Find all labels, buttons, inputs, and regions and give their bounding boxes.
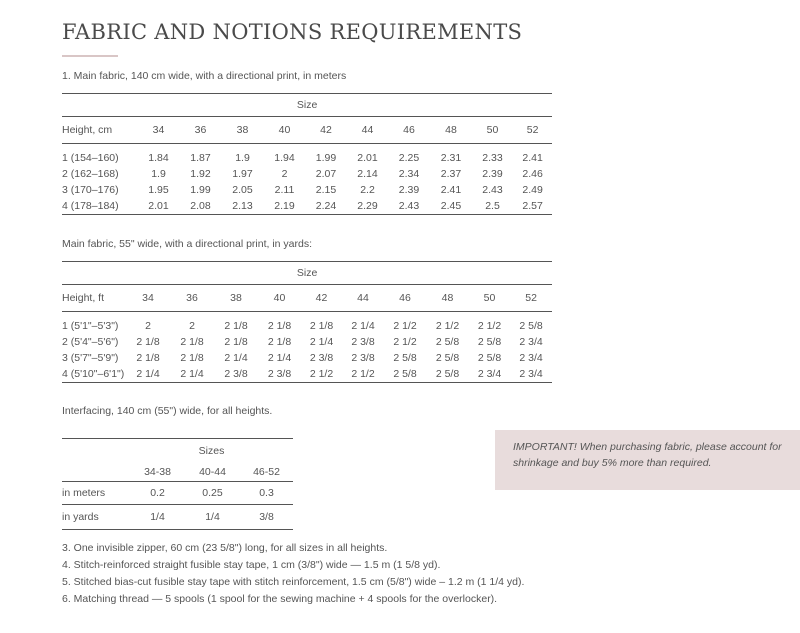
- cell: 2.41: [522, 152, 543, 164]
- cell: 2.33: [482, 152, 503, 164]
- cell: 2.57: [513, 198, 552, 215]
- cell: 2: [189, 320, 195, 332]
- size-label: Size: [62, 262, 552, 285]
- cell: 1.9: [151, 168, 166, 180]
- table-row: [62, 505, 293, 530]
- row-label: 3 (5'7"–5'9"): [62, 352, 119, 364]
- cell: 2.39: [398, 184, 420, 196]
- sizes-header-row: [62, 439, 293, 464]
- cell: 2: [281, 168, 288, 180]
- list-item: 6. Matching thread — 5 spools (1 spool for the sewing machine + 4 spools for the overlocker).: [62, 593, 498, 605]
- size-col: 46: [388, 117, 430, 144]
- cell: 2 3/8: [258, 366, 301, 383]
- cell: 0.25: [185, 482, 240, 505]
- cell: 2.5: [472, 198, 513, 215]
- cell: 2.15: [315, 184, 337, 196]
- cell: 2 1/8: [224, 320, 248, 332]
- cell: 1.97: [232, 168, 253, 180]
- size-col: 38: [214, 285, 258, 312]
- size-header-row: [62, 94, 552, 117]
- size-range: 40-44: [199, 466, 226, 478]
- row-label: 3 (170–176): [62, 184, 119, 196]
- cell: 1.92: [190, 168, 211, 180]
- size-range: 46-52: [253, 466, 280, 478]
- cell: 2.46: [522, 168, 543, 180]
- cell: 2 1/4: [126, 366, 170, 383]
- cell: 2 5/8: [477, 336, 502, 348]
- height-header-row: [62, 285, 552, 312]
- cell: 2.08: [180, 198, 221, 215]
- list-item: 4. Stitch-reinforced straight fusible stay tape, 1 cm (3/8") wide — 1.5 m (1 5/8 yd).: [62, 559, 441, 571]
- size-col: 46: [384, 285, 426, 312]
- cell: 2 3/4: [519, 352, 543, 364]
- cell: 0.2: [130, 482, 185, 505]
- cell: 2 3/8: [309, 352, 334, 364]
- size-col: 44: [342, 285, 384, 312]
- cell: 2 1/2: [342, 366, 384, 383]
- row-label: 2 (5'4"–5'6"): [62, 336, 119, 348]
- cell: 2 1/4: [170, 366, 214, 383]
- size-col: 50: [472, 117, 513, 144]
- size-col: 42: [301, 285, 342, 312]
- cell: 2.25: [398, 152, 420, 164]
- cell: 2 1/8: [267, 320, 292, 332]
- cell: 2 5/8: [435, 352, 460, 364]
- cell: 2.24: [305, 198, 347, 215]
- cell: 2.45: [430, 198, 472, 215]
- cell: 2.41: [440, 184, 462, 196]
- size-range: 34-38: [144, 466, 171, 478]
- cell: 2 1/8: [180, 336, 204, 348]
- cell: 2.37: [440, 168, 462, 180]
- row-label: in meters: [62, 482, 130, 505]
- table-row: [62, 166, 552, 182]
- cell: 1.9: [235, 152, 250, 164]
- table-row: [62, 366, 552, 383]
- size-col: 38: [221, 117, 264, 144]
- cell: 2.2: [360, 184, 375, 196]
- cell: 2 3/8: [351, 336, 375, 348]
- cell: 2.01: [357, 152, 378, 164]
- cell: 2 3/4: [469, 366, 510, 383]
- cell: 2 5/8: [384, 366, 426, 383]
- cell: 2 5/8: [519, 320, 543, 332]
- cell: 2 3/4: [510, 366, 552, 383]
- cell: 2.43: [388, 198, 430, 215]
- cell: 2 1/2: [301, 366, 342, 383]
- section3-caption: Interfacing, 140 cm (55") wide, for all heights.: [62, 405, 273, 417]
- cell: 2 1/8: [309, 320, 334, 332]
- size-col: 40: [258, 285, 301, 312]
- height-header: Height, cm: [62, 117, 137, 144]
- important-notice: [495, 430, 800, 490]
- cell: 2 5/8: [426, 366, 469, 383]
- table-row: [62, 482, 293, 505]
- height-header: Height, ft: [62, 285, 126, 312]
- meters-table: [62, 93, 552, 215]
- cell: 2.14: [357, 168, 378, 180]
- size-header-row: [62, 262, 552, 285]
- cell: 2 1/4: [224, 352, 248, 364]
- cell: 2 3/4: [519, 336, 543, 348]
- cell: 1.87: [190, 152, 211, 164]
- size-col: 48: [430, 117, 472, 144]
- size-col: 36: [170, 285, 214, 312]
- list-item: 5. Stitched bias-cut fusible stay tape with stitch reinforcement, 1.5 cm (5/8") wide – 1.2 m (1 1/4 yd).: [62, 576, 525, 588]
- title-underline: [62, 55, 118, 57]
- row-label: 2 (162–168): [62, 168, 119, 180]
- cell: 2 3/8: [351, 352, 375, 364]
- cell: 2.49: [522, 184, 543, 196]
- cell: 2 1/2: [435, 320, 460, 332]
- notice-lead: IMPORTANT!: [513, 441, 577, 453]
- row-label: 4 (5'10"–6'1"): [62, 366, 126, 383]
- size-col: 36: [180, 117, 221, 144]
- cell: 0.3: [240, 482, 293, 505]
- cell: 2 1/2: [393, 320, 417, 332]
- table-row: [62, 198, 552, 215]
- cell: 2 3/8: [214, 366, 258, 383]
- size-range-row: [62, 463, 293, 482]
- size-label: Size: [62, 94, 552, 117]
- cell: 2 1/8: [267, 336, 292, 348]
- cell: 1/4: [130, 505, 185, 530]
- size-col: 52: [510, 285, 552, 312]
- cell: 2: [145, 320, 151, 332]
- list-item: 3. One invisible zipper, 60 cm (23 5/8") long, for all sizes in all heights.: [62, 542, 388, 554]
- section1-caption: 1. Main fabric, 140 cm wide, with a directional print, in meters: [62, 70, 347, 82]
- cell: 1.95: [148, 184, 169, 196]
- cell: 2 1/8: [180, 352, 204, 364]
- cell: 2.01: [137, 198, 180, 215]
- cell: 2.11: [274, 184, 295, 196]
- cell: 2 1/8: [136, 336, 160, 348]
- size-col: 44: [347, 117, 388, 144]
- size-col: 34: [126, 285, 170, 312]
- table-row: [62, 334, 552, 350]
- sizes-label: Sizes: [130, 439, 293, 464]
- row-label: 1 (154–160): [62, 152, 119, 164]
- cell: 2.31: [440, 152, 462, 164]
- cell: 2.29: [347, 198, 388, 215]
- cell: 2 1/2: [393, 336, 417, 348]
- cell: 2 1/4: [309, 336, 334, 348]
- yards-table: [62, 261, 552, 383]
- cell: 2.07: [315, 168, 337, 180]
- size-col: 40: [264, 117, 305, 144]
- cell: 2 5/8: [393, 352, 417, 364]
- cell: 2 1/2: [477, 320, 502, 332]
- size-col: 50: [469, 285, 510, 312]
- table-row: [62, 318, 552, 334]
- cell: 1.84: [148, 152, 169, 164]
- cell: 2.05: [232, 184, 253, 196]
- notice-text: When purchasing fabric, please account for shrinkage and buy 5% more than required.: [513, 441, 782, 469]
- table-row: [62, 350, 552, 366]
- cell: 1.94: [274, 152, 295, 164]
- cell: 2.34: [398, 168, 420, 180]
- cell: 2.13: [221, 198, 264, 215]
- table-row: [62, 182, 552, 198]
- cell: 2 5/8: [477, 352, 502, 364]
- page-title: FABRIC AND NOTIONS REQUIREMENTS: [62, 20, 523, 44]
- height-header-row: [62, 117, 552, 144]
- cell: 2 1/4: [351, 320, 375, 332]
- row-label: 4 (178–184): [62, 198, 137, 215]
- notions-list: [62, 540, 524, 608]
- size-col: 52: [513, 117, 552, 144]
- cell: 2 1/8: [136, 352, 160, 364]
- row-label: in yards: [62, 505, 130, 530]
- cell: 2.43: [482, 184, 503, 196]
- row-label: 1 (5'1"–5'3"): [62, 320, 119, 332]
- cell: 3/8: [240, 505, 293, 530]
- cell: 2 1/4: [267, 352, 292, 364]
- size-col: 42: [305, 117, 347, 144]
- interfacing-table: [62, 438, 293, 530]
- cell: 1.99: [315, 152, 337, 164]
- cell: 1.99: [190, 184, 211, 196]
- cell: 2.39: [482, 168, 503, 180]
- cell: 1/4: [185, 505, 240, 530]
- section2-caption: Main fabric, 55" wide, with a directional print, in yards:: [62, 238, 313, 250]
- cell: 2 1/8: [224, 336, 248, 348]
- table-row: [62, 150, 552, 166]
- size-col: 34: [137, 117, 180, 144]
- cell: 2.19: [264, 198, 305, 215]
- size-col: 48: [426, 285, 469, 312]
- cell: 2 5/8: [435, 336, 460, 348]
